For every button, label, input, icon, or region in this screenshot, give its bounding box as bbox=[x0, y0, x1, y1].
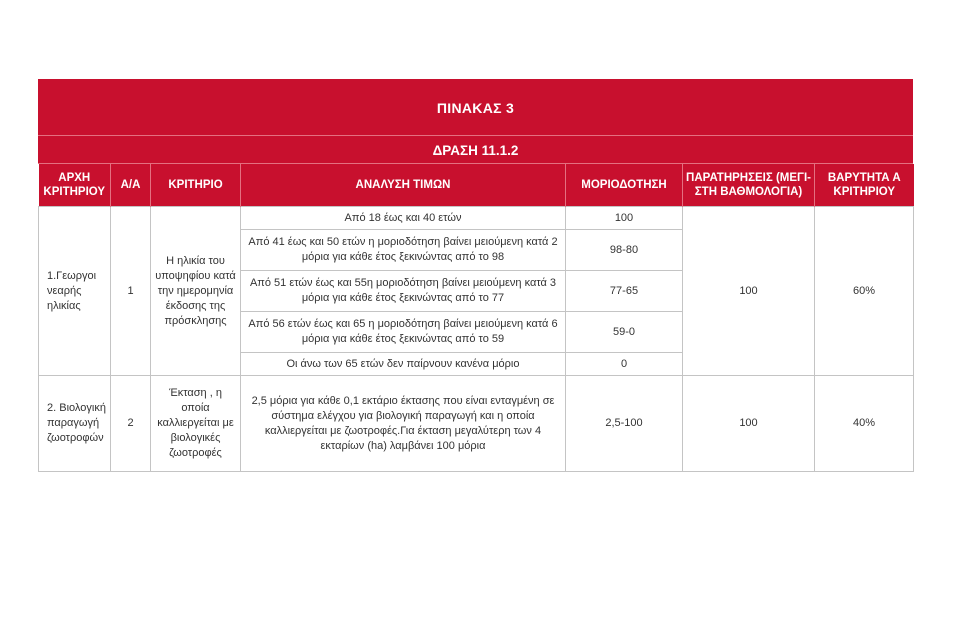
criterion-1-score-1: 100 bbox=[566, 207, 683, 230]
header-criterion: ΚΡΙΤΗΡΙΟ bbox=[151, 164, 241, 207]
criterion-1-score-3: 77-65 bbox=[566, 271, 683, 312]
header-principle: ΑΡΧΗ ΚΡΙΤΗΡΙΟΥ bbox=[39, 164, 111, 207]
criteria-table-container bbox=[38, 79, 913, 472]
criterion-2-principle: 2. Βιολογική παραγωγή ζωοτροφών bbox=[39, 376, 111, 472]
criterion-1-description: Η ηλικία του υποψηφίου κατά την ημερομηνία έκδοσης της πρόσκλησης bbox=[151, 207, 241, 376]
criterion-1-analysis-1: Από 18 έως και 40 ετών bbox=[241, 207, 566, 230]
criterion-1-aa: 1 bbox=[111, 207, 151, 376]
criterion-1-score-5: 0 bbox=[566, 353, 683, 376]
criterion-1-analysis-3: Από 51 ετών έως και 55η μοριοδότηση βαίνει μειούμενη κατά 3 μόρια για κάθε έτος ξεκινώντας από το 77 bbox=[241, 271, 566, 312]
header-aa: Α/Α bbox=[111, 164, 151, 207]
table-subtitle: ΔΡΑΣΗ 11.1.2 bbox=[38, 136, 913, 164]
criterion-1-analysis-4: Από 56 ετών έως και 65 η μοριοδότηση βαίνει μειούμενη κατά 6 μόρια για κάθε έτος ξεκινώντας από το 59 bbox=[241, 312, 566, 353]
header-analysis: ΑΝΑΛΥΣΗ ΤΙΜΩΝ bbox=[241, 164, 566, 207]
table-title: ΠΙΝΑΚΑΣ 3 bbox=[38, 79, 913, 136]
criterion-2-description: Έκταση , η οποία καλλιεργείται με βιολογικές ζωοτροφές bbox=[151, 376, 241, 472]
header-remarks: ΠΑΡΑΤΗΡΗΣΕΙΣ (ΜΕΓΙ-ΣΤΗ ΒΑΘΜΟΛΟΓΙΑ) bbox=[683, 164, 815, 207]
table-row bbox=[39, 207, 914, 230]
criterion-2-aa: 2 bbox=[111, 376, 151, 472]
criterion-2-weight: 40% bbox=[815, 376, 914, 472]
criterion-2-score: 2,5-100 bbox=[566, 376, 683, 472]
criterion-1-max-score: 100 bbox=[683, 207, 815, 376]
table-row bbox=[39, 376, 914, 472]
criterion-1-score-2: 98-80 bbox=[566, 230, 683, 271]
criterion-1-score-4: 59-0 bbox=[566, 312, 683, 353]
header-scoring: ΜΟΡΙΟΔΟΤΗΣΗ bbox=[566, 164, 683, 207]
criterion-1-weight: 60% bbox=[815, 207, 914, 376]
criterion-1-analysis-2: Από 41 έως και 50 ετών η μοριοδότηση βαίνει μειούμενη κατά 2 μόρια για κάθε έτος ξεκινώντας από το 98 bbox=[241, 230, 566, 271]
criterion-2-analysis: 2,5 μόρια για κάθε 0,1 εκτάριο έκτασης που είναι ενταγμένη σε σύστημα ελέγχου για βιολογική παραγωγή και η οποία καλλιεργείται με ζωοτροφές.Για έκταση μεγαλύτερη των 4 εκταρίων (ha) λαμβάνει 100 μόρια bbox=[241, 376, 566, 472]
header-row bbox=[39, 164, 914, 207]
criterion-1-analysis-5: Οι άνω των 65 ετών δεν παίρνουν κανένα μόριο bbox=[241, 353, 566, 376]
criteria-table bbox=[38, 164, 914, 472]
criterion-1-principle: 1.Γεωργοι νεαρής ηλικίας bbox=[39, 207, 111, 376]
header-weight: ΒΑΡΥΤΗΤΑ Α ΚΡΙΤΗΡΙΟΥ bbox=[815, 164, 914, 207]
criterion-2-max-score: 100 bbox=[683, 376, 815, 472]
